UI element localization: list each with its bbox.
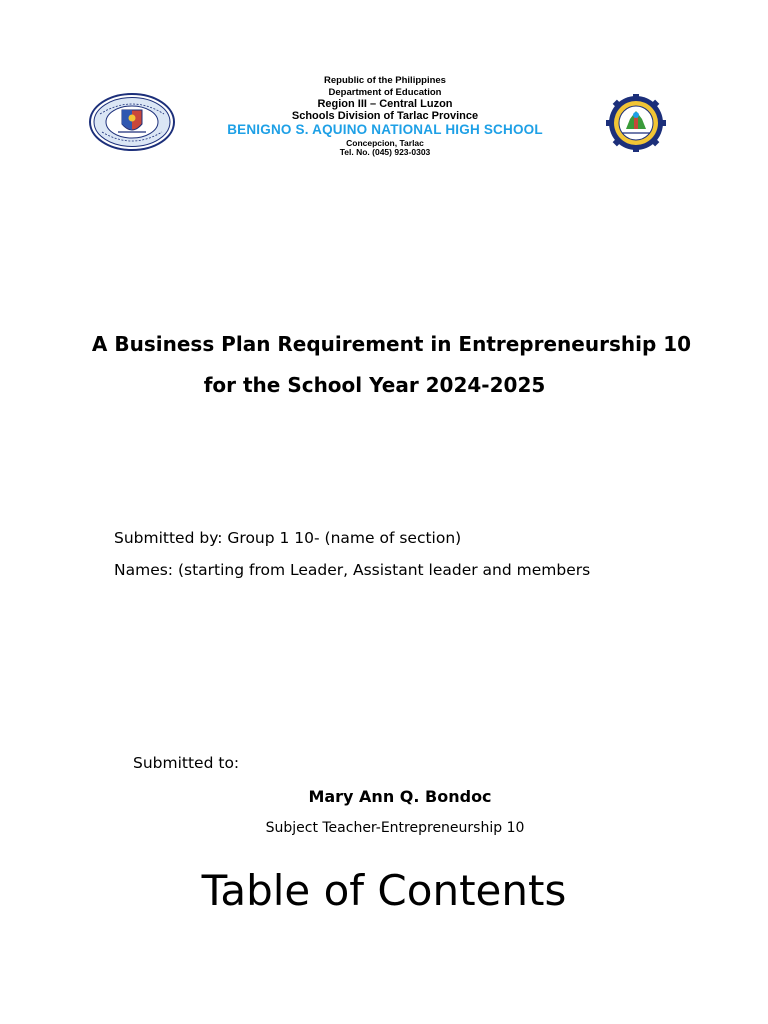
- teacher-name: Mary Ann Q. Bondoc: [308, 787, 492, 806]
- submitted-by-line: Submitted by: Group 1 10- (name of section): [114, 529, 462, 547]
- school-address: Concepcion, Tarlac: [346, 137, 424, 148]
- letterhead-text: [180, 76, 590, 158]
- submitted-by-block: [114, 522, 590, 586]
- names-line: Names: (starting from Leader, Assistant leader and members: [114, 561, 591, 579]
- school-phone: Tel. No. (045) 923-0303: [339, 147, 431, 157]
- letterhead-line-department: Department of Education: [328, 86, 442, 98]
- letterhead: [0, 72, 768, 162]
- deped-seal-icon: [88, 92, 176, 152]
- letterhead-line-division: Schools Division of Tarlac Province: [291, 110, 479, 122]
- title-line-1: A Business Plan Requirement in Entrepreneurship 10: [91, 332, 692, 356]
- title-line-2: for the School Year 2024-2025: [203, 373, 546, 397]
- submitted-to-label: Submitted to:: [133, 754, 240, 772]
- toc-heading: Table of Contents: [201, 866, 567, 915]
- school-seal-icon: [594, 94, 678, 152]
- school-name: BENIGNO S. AQUINO NATIONAL HIGH SCHOOL: [227, 122, 543, 137]
- teacher-role: Subject Teacher-Entrepreneurship 10: [265, 820, 525, 836]
- document-title: [0, 324, 768, 406]
- letterhead-line-republic: Republic of the Philippines: [324, 75, 446, 86]
- letterhead-line-region: Region III – Central Luzon: [317, 98, 453, 110]
